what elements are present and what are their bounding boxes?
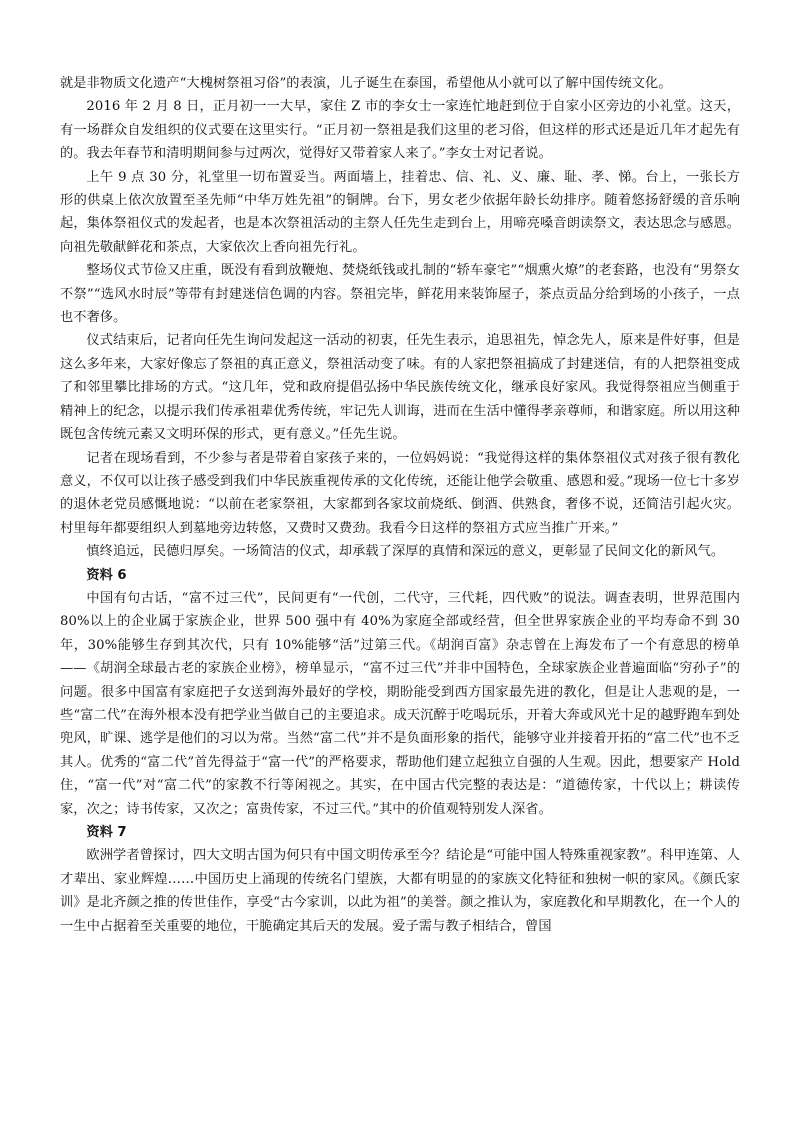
paragraph: 整场仪式节俭又庄重，既没有看到放鞭炮、焚烧纸钱或扎制的“轿车豪宅”“烟熏火燎”的老套路，也没有“男祭女不祭”“选风水时辰”等带有封建迷信色调的内容。祭祖完毕，鲜花用来装饰屋子，茶点贡品分给到场的小孩子，一点也不奢侈。 <box>60 263 740 326</box>
section-heading-material-7: 资料 7 <box>86 825 127 840</box>
section-heading-material-6: 资料 6 <box>86 567 127 583</box>
paragraph: 就是非物质文化遗产“大槐树祭祖习俗”的表演，儿子诞生在泰国，希望他从小就可以了解中国传统文化。 <box>60 76 672 91</box>
paragraph: 记者在现场看到，不少参与者是带着自家孩子来的，一位妈妈说：“我觉得这样的集体祭祖仪式对孩子很有教化意义，不仅可以让孩子感受到我们中华民族重视传承的文化传统，还能让他学会敬重、感恩和爱。”现场一位七十多岁的退休老党员感慨地说：“以前在老家祭祖，大家都到各家坟前烧纸、倒酒、供熟食，奢侈不说，还简洁引起火灾。村里每年都要组织人到墓地旁边转悠，又费时又费劲。我看今日这样的祭祖方式应当推广开来。” <box>60 450 740 536</box>
paragraph: 2016 年 2 月 8 日，正月初一一大早，家住 Z 市的李女士一家连忙地赶到位于自家小区旁边的小礼堂。这天，有一场群众自发组织的仪式要在这里实行。“正月初一祭祖是我们这里的老习俗，但这样的形式还是近几年才起先有的。我去年春节和清明期间参与过两次，觉得好又带着家人来了。”李女士对记者说。 <box>60 99 740 162</box>
paragraph: 欧洲学者曾探讨，四大文明古国为何只有中国文明传承至今？结论是“可能中国人特殊重视家教”。科甲连第、人才辈出、家业辉煌……中国历史上涌现的传统名门望族，大都有明显的的家族文化特征和独树一帜的家风。《颜氏家训》是北齐颜之推的传世佳作，享受“古今家训，以此为祖”的美誉。颜之推认为，家庭教化和早期教化，在一个人的一生中占据着至关重要的地位，干脆确定其后天的发展。爱子需与教子相结合，曾国 <box>60 848 740 934</box>
paragraph: 中国有句古话，“富不过三代”，民间更有“一代创，二代守，三代耗，四代败”的说法。调查表明，世界范围内 80%以上的企业属于家族企业，世界 500 强中有 40%为家庭全部或经营，但全世界家族企业的平均寿命不到 30 年，30%能够生存到其次代，只有 10%能够“活”过第三代。《胡润百富》杂志曾在上海发布了一个有意思的榜单——《胡润全球最古老的家族企业榜》，榜单显示，“富不过三代”并非中国特色，全球家族企业普遍面临“穷孙子”的问题。很多中国富有家庭把子女送到海外最好的学校，期盼能受到西方国家最先进的教化，但是让人悲观的是，一些“富二代”在海外根本没有把学业当做自己的主要追求。成天沉醉于吃喝玩乐，开着大奔或风光十足的越野跑车到处兜风，旷课、逃学是他们的习以为常。当然“富二代”并不是负面形象的指代，能够守业并接着开拓的“富二代”也不乏其人。优秀的“富二代”首先得益于“富一代”的严格要求，帮助他们建立起独立自强的人生观。因此，想要家产 Hold 住，“富一代”对“富二代”的家教不行等闲视之。其实，在中国古代完整的表达是：“道德传家，十代以上；耕读传家，次之；诗书传家，又次之；富贵传家，不过三代。”其中的价值观特别发人深省。 <box>60 590 740 817</box>
document-body <box>60 72 740 938</box>
paragraph: 慎终追远，民德归厚矣。一场简洁的仪式，却承载了深厚的真情和深远的意义，更彰显了民间文化的新风气。 <box>86 544 725 560</box>
paragraph: 上午 9 点 30 分，礼堂里一切布置妥当。两面墙上，挂着忠、信、礼、义、廉、耻、孝、悌。台上，一张长方形的供桌上依次放置至圣先师“中华万姓先祖”的铜牌。台下，男女老少依据年龄长幼排序。随着悠扬舒缓的音乐响起，集体祭祖仪式的发起者，也是本次祭祖活动的主祭人任先生走到台上，用啼亮嗓音朗读祭文，表达思念与感恩。向祖先敬献鲜花和茶点，大家依次上香向祖先行礼。 <box>60 169 740 255</box>
paragraph: 仪式结束后，记者向任先生询问发起这一活动的初衷，任先生表示，追思祖先，悼念先人，原来是件好事，但是这么多年来，大家好像忘了祭祖的真正意义，祭祖活动变了味。有的人家把祭祖搞成了封建迷信，有的人把祭祖变成了和邻里攀比排场的方式。“这几年，党和政府提倡弘扬中华民族传统文化，继承良好家风。我觉得祭祖应当侧重于精神上的纪念，以提示我们传承祖辈优秀传统，牢记先人训诲，进而在生活中懂得孝亲尊师，和谐家庭。所以用这种既包含传统元素又文明环保的形式，更有意义。”任先生说。 <box>60 333 740 443</box>
